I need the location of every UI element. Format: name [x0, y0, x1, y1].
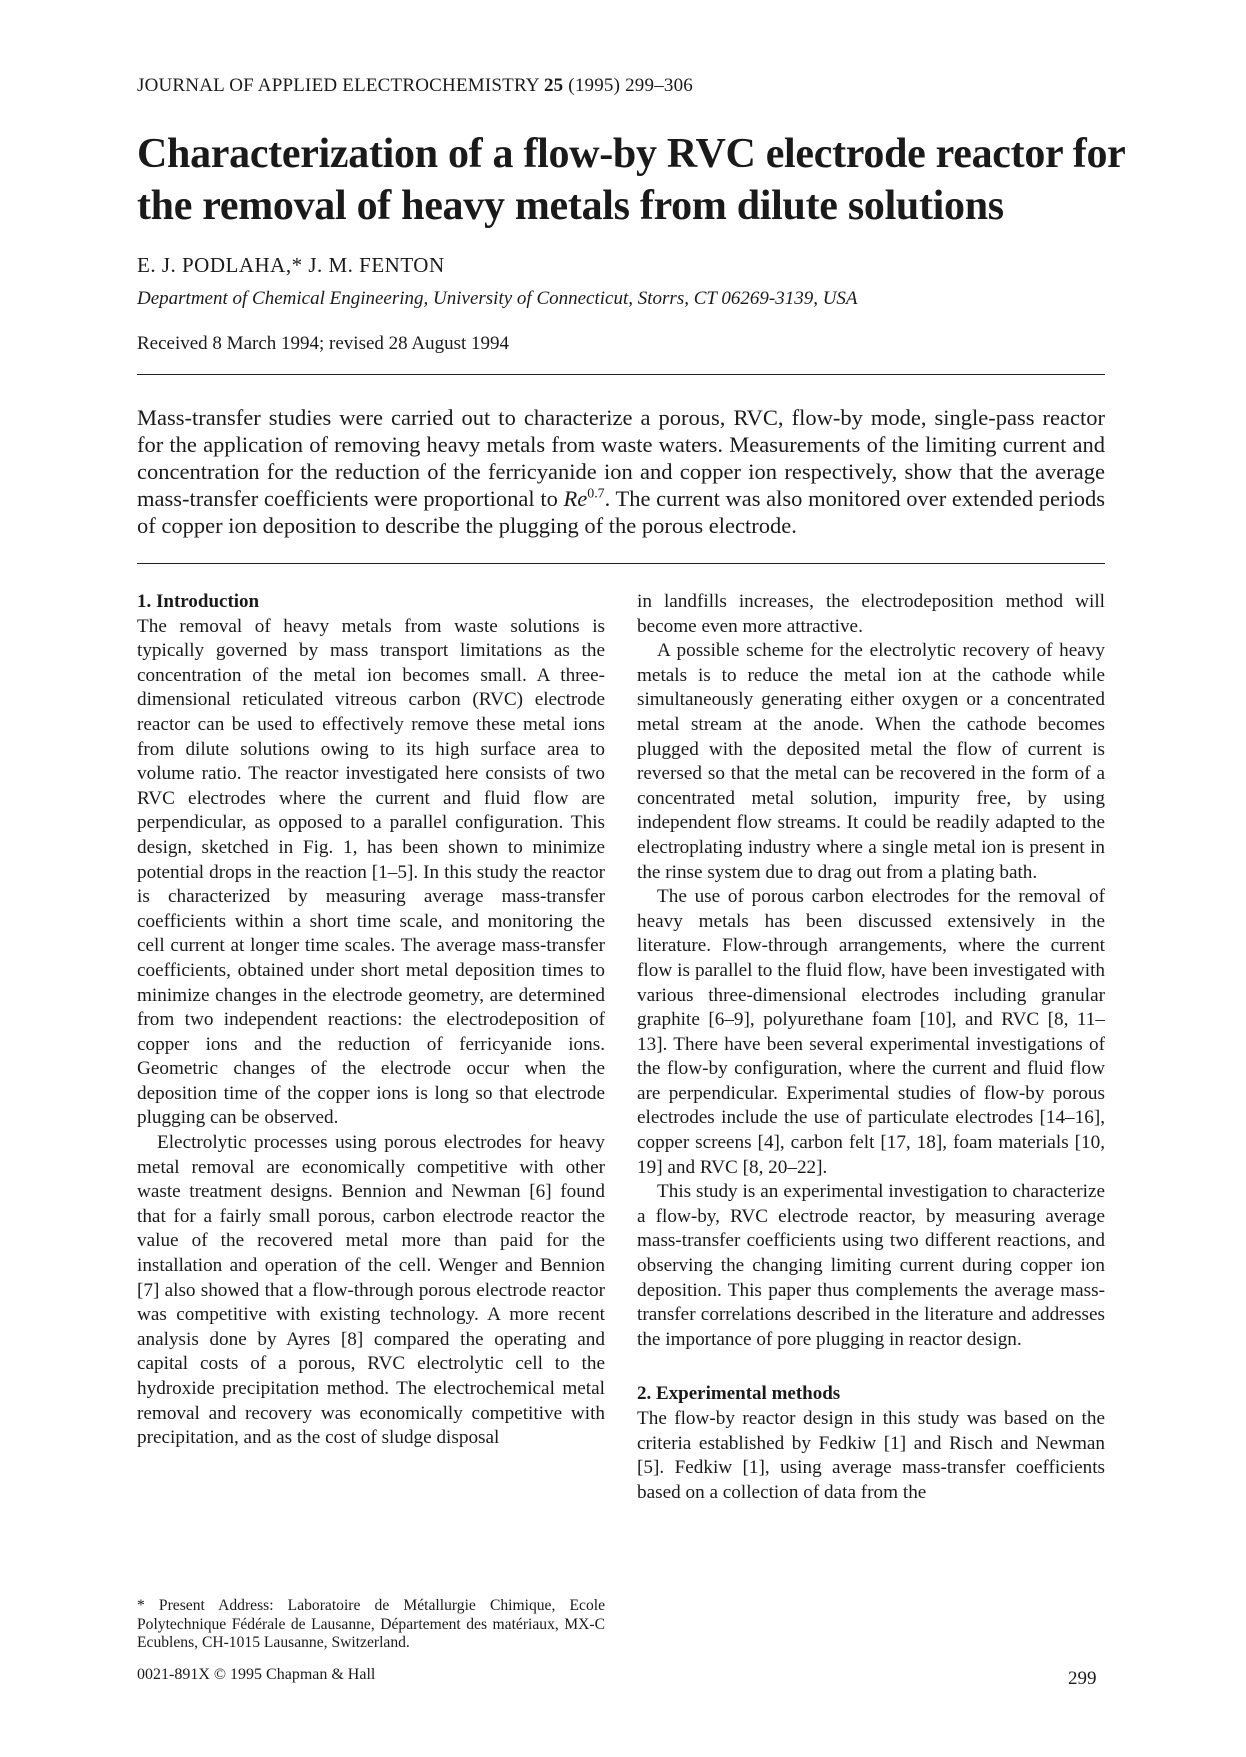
reynolds-symbol: Re: [563, 486, 588, 511]
received-dates: Received 8 March 1994; revised 28 August 1994: [137, 333, 510, 354]
intro-paragraph-1: The removal of heavy metals from waste solutions is typically governed by mass transport limitations as the concentration of the metal ion becomes small. A three-dimensional reticulated vitreous carbon (RVC) electrode reactor can be used to effectively remove these metal ions from dilute solutions owing to its high surface area to volume ratio. The reactor investigated here consists of two RVC electrodes where the current and fluid flow are perpendicular, as opposed to a parallel configuration. This design, sketched in Fig. 1, has been shown to minimize potential drops in the reaction [1–5]. In this study the reactor is characterized by measuring average mass-transfer coefficients within a short time scale, and monitoring the cell current at longer time scales. The average mass-transfer coefficients, obtained under short metal deposition times to minimize changes in the electrode geometry, are determined from two independent reactions: the electrodeposition of copper ions and the reduction of ferricyanide ions. Geometric changes of the electrode occur when the deposition time of the copper ions is long so that electrode plugging can be observed.: [137, 615, 605, 1129]
left-column: [137, 590, 605, 1451]
page-number: 299: [1068, 1668, 1097, 1689]
affiliation: Department of Chemical Engineering, University of Connecticut, Storrs, CT 06269-3139, USA: [137, 288, 858, 309]
abstract-text-a: Mass-transfer studies were carried out to characterize a porous, RVC, flow-by mode, single-pass reactor for the application of removing heavy metals from waste waters. Measurements of the limiting current and concentration for the reduction of the ferricyanide ion and copper ion respectively, show that the average mass-transfer coefficients were proportional to: [137, 405, 1105, 511]
intro-paragraph-3: in landfills increases, the electrodeposition method will become even more attractive.: [637, 591, 1105, 637]
abstract: [137, 404, 1105, 539]
abstract-text-b: . The current was also monitored over extended periods of copper ion deposition to describe the plugging of the porous electrode.: [137, 486, 1105, 538]
journal-citation: [137, 75, 693, 97]
copyright-line: 0021-891X © 1995 Chapman & Hall: [137, 1666, 376, 1683]
abstract-top-rule: [137, 374, 1105, 375]
journal-suffix: (1995) 299–306: [563, 75, 693, 96]
experimental-paragraph-1: The flow-by reactor design in this study was based on the criteria established by Fedkiw [1] and Risch and Newman [5]. Fedkiw [1], using average mass-transfer coefficients based on a collection of data from the: [637, 1408, 1105, 1503]
intro-paragraph-6: This study is an experimental investigation to characterize a flow-by, RVC electrode reactor, by measuring average mass-transfer coefficients using two different reactions, and observing the changing limiting current during copper ion deposition. This paper thus complements the average mass-transfer correlations described in the literature and addresses the importance of pore plugging in reactor design.: [637, 1181, 1105, 1350]
journal-prefix: JOURNAL OF APPLIED ELECTROCHEMISTRY: [137, 75, 544, 96]
section-heading-introduction: 1. Introduction: [137, 591, 260, 612]
intro-paragraph-4: A possible scheme for the electrolytic recovery of heavy metals is to reduce the metal ion at the cathode while simultaneously generating either oxygen or a concentrated metal stream at the anode. When the cathode becomes plugged with the deposited metal the flow of current is reversed so that the metal can be recovered in the form of a concentrated metal solution, impurity free, by using independent flow streams. It could be readily adapted to the electroplating industry where a single metal ion is present in the rinse system due to drag out from a plating bath.: [637, 640, 1105, 883]
journal-volume: 25: [543, 75, 564, 96]
footnote: * Present Address: Laboratoire de Métallurgie Chimique, Ecole Polytechnique Fédérale de Lausanne, Département des matériaux, MX-C Ecublens, CH-1015 Lausanne, Switzerland.: [137, 1597, 605, 1651]
article-title: Characterization of a flow-by RVC electrode reactor for the removal of heavy metals from dilute solutions: [137, 131, 1125, 229]
intro-paragraph-2: Electrolytic processes using porous electrodes for heavy metal removal are economically competitive with other waste treatment designs. Bennion and Newman [6] found that for a fairly small porous, carbon electrode reactor the value of the recovered metal more than paid for the installation and operation of the cell. Wenger and Bennion [7] also showed that a flow-through porous electrode reactor was competitive with existing technology. A more recent analysis done by Ayres [8] compared the operating and capital costs of a porous, RVC electrolytic cell to the hydroxide precipitation method. The electrochemical metal removal and recovery was economically competitive with precipitation, and as the cost of sludge disposal: [137, 1132, 605, 1449]
reynolds-exponent: 0.7: [587, 486, 605, 502]
abstract-bottom-rule: [137, 563, 1105, 564]
intro-paragraph-5: The use of porous carbon electrodes for the removal of heavy metals has been discussed extensively in the literature. Flow-through arrangements, where the current flow is parallel to the fluid flow, have been investigated with various three-dimensional electrodes including granular graphite [6–9], polyurethane foam [10], and RVC [8, 11–13]. There have been several experimental investigations of the flow-by configuration, where the current and fluid flow are perpendicular. Experimental studies of flow-by porous electrodes include the use of particulate electrodes [14–16], copper screens [4], carbon felt [17, 18], foam materials [10, 19] and RVC [8, 20–22].: [637, 886, 1105, 1178]
section-heading-experimental: 2. Experimental methods: [637, 1383, 841, 1405]
authors: E. J. PODLAHA,* J. M. FENTON: [137, 253, 445, 277]
right-column: [637, 590, 1105, 1505]
